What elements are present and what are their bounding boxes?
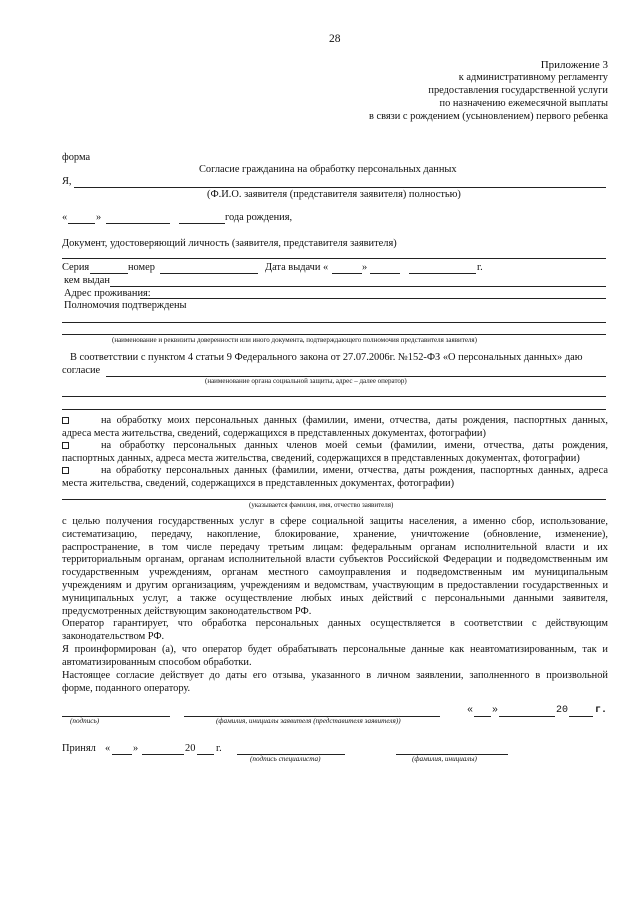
issue-month-field[interactable] <box>370 273 400 274</box>
operator-caption: (наименование органа социальной защиты, адрес – далее оператор) <box>205 377 407 385</box>
purpose-line: территориальным органам, органам исполнительной власти субъектов Российской Федерации и подведомственным им <box>62 554 608 566</box>
issued-by-label: кем выдан <box>64 275 110 286</box>
powers-label: Полномочия подтверждены <box>64 300 187 311</box>
appendix-line-2: предоставления государственной услуги <box>428 85 608 96</box>
birth-day-field[interactable] <box>68 223 95 224</box>
document-label: Документ, удостоверяющий личность (заявителя, представителя заявителя) <box>62 238 397 249</box>
operator-line-3[interactable] <box>62 409 606 410</box>
address-label: Адрес проживания: <box>64 288 151 299</box>
series-label: Серия <box>62 262 90 273</box>
guarantee-paragraph <box>62 618 608 644</box>
option-3 <box>62 465 608 491</box>
issue-date-label: Дата выдачи « <box>265 262 329 273</box>
option-2-text: на обработку персональных данных членов моей семьи (фамилии, имени, отчества, даты рождения, <box>101 440 608 451</box>
accepted-year-suffix: г. <box>216 743 222 754</box>
sign-year-prefix: 20 <box>556 705 569 716</box>
issue-year-field[interactable] <box>409 273 476 274</box>
number-field[interactable] <box>160 273 258 274</box>
operator-line-2[interactable] <box>62 396 606 397</box>
fio-caption: (Ф.И.О. заявителя (представителя заявителя) полностью) <box>207 189 461 200</box>
birth-suffix: года рождения, <box>225 212 293 223</box>
appendix-line-4: в связи с рождением (усыновлением) первого ребенка <box>368 111 608 122</box>
sign-date-close: » <box>492 705 499 716</box>
sign-year-field[interactable] <box>569 716 593 717</box>
ya-label: Я, <box>62 176 72 187</box>
powers-line-2[interactable] <box>62 334 606 335</box>
guarantee-line: Оператор гарантирует, что обработка персональных данных осуществляется в соответствии с действующим <box>62 618 608 629</box>
form-label: форма <box>62 152 91 163</box>
form-title: Согласие гражданина на обработку персональных данных <box>199 164 457 175</box>
option-3-text-2: места жительства, сведений, содержащихся в представленных документах, фотографии) <box>62 477 455 489</box>
appendix-title: Приложение 3 <box>540 59 608 71</box>
sign-date-open: « <box>467 705 474 716</box>
number-label: номер <box>128 262 155 273</box>
accepted-date-open: « <box>105 743 111 754</box>
option-3-checkbox[interactable] <box>62 467 69 474</box>
applicant-fio-caption: (фамилия, инициалы заявителя (представителя заявителя)) <box>216 717 401 725</box>
purpose-line: муниципальных услуг, а также осуществление любых иных действий с персональными данными заявителя, <box>62 592 608 604</box>
document-line[interactable] <box>62 258 606 259</box>
appendix-line-1: к административному регламенту <box>458 72 608 83</box>
accepted-label: Принял <box>62 743 96 754</box>
fio-specified-field[interactable] <box>62 499 606 500</box>
specialist-caption: (подпись специалиста) <box>250 755 321 763</box>
sign-day-field[interactable] <box>474 716 491 717</box>
option-1-text-2: адреса места жительства, сведений, содержащихся в представленных документах, фотографии) <box>62 427 486 439</box>
appendix-line-3: по назначению ежемесячной выплаты <box>439 98 608 109</box>
validity-line: форме, поданного оператору. <box>62 682 191 694</box>
purpose-line: с целью получения государственных услуг в сфере социальной защиты населения, а именно сбор, использование, <box>62 516 608 527</box>
issued-by-field[interactable] <box>110 286 606 287</box>
series-field[interactable] <box>90 273 128 274</box>
purpose-paragraph <box>62 516 608 618</box>
sign-year-suffix: г. <box>595 705 608 716</box>
birth-year-field[interactable] <box>179 223 225 224</box>
option-1-text: на обработку моих персональных данных (фамилии, имени, отчества, даты рождения, паспортных данных, <box>101 415 608 426</box>
birth-quote-open: « <box>62 212 68 223</box>
purpose-line: систематизацию, передачу, накопление, блокирование, хранение, уничтожение (обновление, изменение), <box>62 528 608 540</box>
informed-paragraph <box>62 644 608 670</box>
purpose-line: учреждениям и другим организациям, учреждениям и ведомствам, участвующим в предоставлении государственных и <box>62 579 608 591</box>
accepted-year-field[interactable] <box>197 754 214 755</box>
informed-line: автоматизированным способом обработки. <box>62 656 252 668</box>
address-field[interactable] <box>140 298 606 299</box>
sign-month-field[interactable] <box>499 716 555 717</box>
issue-year-suffix: г. <box>477 262 483 273</box>
accepted-month-field[interactable] <box>142 754 184 755</box>
birth-quote-close: » <box>96 212 102 223</box>
accepted-date-close: » <box>133 743 139 754</box>
accepted-year-prefix: 20 <box>185 743 196 754</box>
purpose-line: государственным учреждениям, органам местного самоуправления и подведомственным им муниципальным <box>62 567 608 579</box>
guarantee-line: законодательством РФ. <box>62 630 165 642</box>
powers-line-1[interactable] <box>62 322 606 323</box>
option-2-checkbox[interactable] <box>62 442 69 449</box>
page-number: 28 <box>329 33 341 45</box>
signature-caption: (подпись) <box>70 717 100 725</box>
informed-line: Я проинформирован (а), что оператор будет обрабатывать персональные данные как неавтоматизированным, так и <box>62 644 608 655</box>
birth-month-field[interactable] <box>106 223 170 224</box>
consent-label: согласие <box>62 365 101 376</box>
option-1-checkbox[interactable] <box>62 417 69 424</box>
fio-specified-caption: (указывается фамилия, имя, отчество заявителя) <box>249 501 394 509</box>
option-3-text: на обработку персональных данных (фамилии, имени, отчества, даты рождения, паспортных данных, адреса <box>101 465 608 476</box>
powers-caption: (наименование и реквизиты доверенности или иного документа, подтверждающего полномочия представителя заявителя) <box>112 336 477 344</box>
law-text: В соответствии с пунктом 4 статьи 9 Федерального закона от 27.07.2006г. №152-ФЗ «О персональных данных» даю <box>70 352 583 363</box>
issue-day-field[interactable] <box>332 273 362 274</box>
purpose-line: предусмотренных действующим законодательством РФ. <box>62 605 312 617</box>
purpose-line: распространение, в том числе передачу третьим лицам: федеральным органам исполнительной власти и их <box>62 541 608 553</box>
option-2 <box>62 440 608 466</box>
option-1 <box>62 415 608 441</box>
option-2-text-2: паспортных данных, адреса места жительства, сведений, содержащихся в представленных документах, фотографии) <box>62 452 580 464</box>
validity-paragraph <box>62 670 608 696</box>
accepted-day-field[interactable] <box>112 754 132 755</box>
issue-date-close: » <box>362 262 368 273</box>
validity-line: Настоящее согласие действует до даты его отзыва, указанного в личном заявлении, заполненного в произвольной <box>62 670 608 681</box>
fio-line[interactable] <box>74 187 606 188</box>
specialist-fio-caption: (фамилия, инициалы) <box>412 755 477 763</box>
